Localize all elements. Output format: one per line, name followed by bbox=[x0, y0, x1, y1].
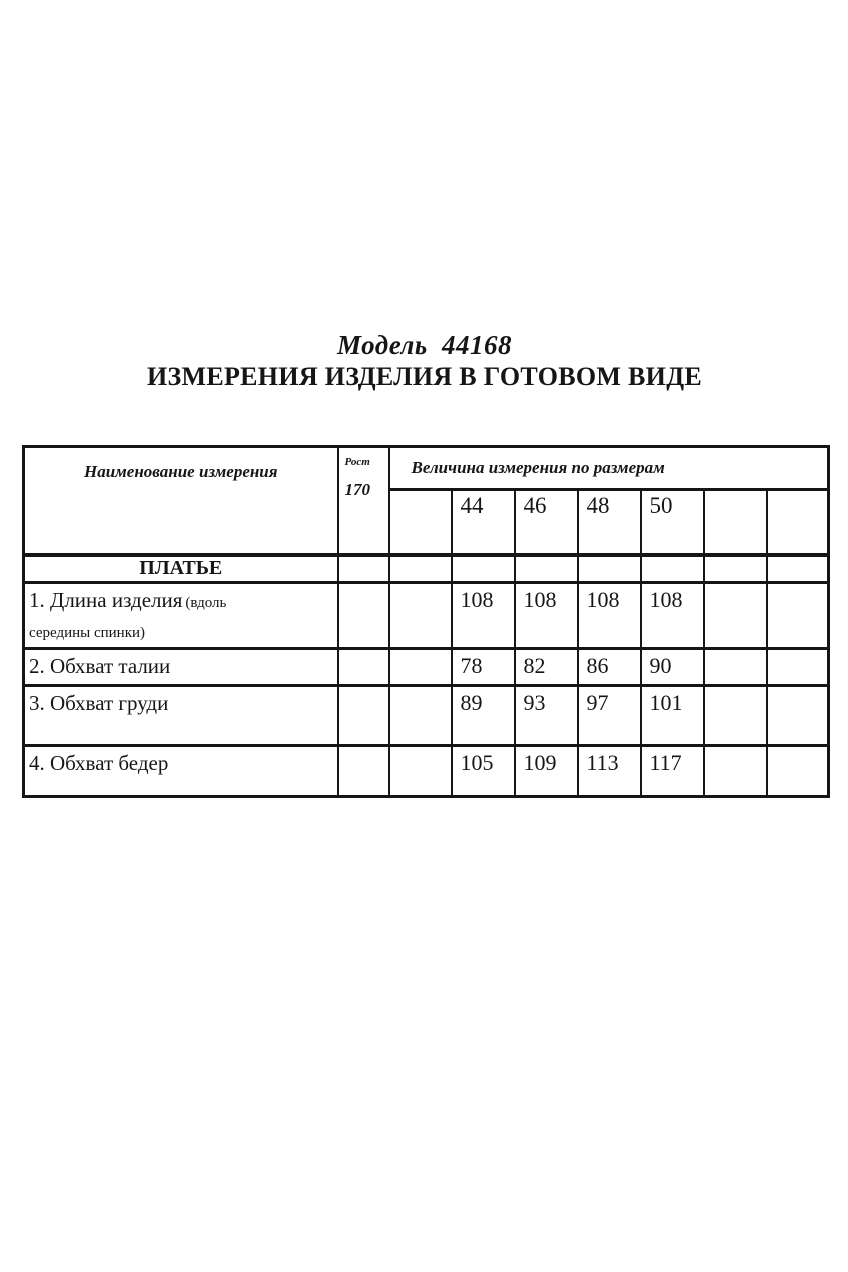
title-block bbox=[22, 330, 827, 392]
measurement-name-main: 3. Обхват груди bbox=[29, 690, 169, 715]
measurement-name-note: (вдоль середины спинки) bbox=[29, 594, 227, 641]
rost-value: 170 bbox=[344, 480, 370, 499]
value-cell bbox=[704, 582, 767, 649]
measurement-row bbox=[24, 649, 829, 685]
size-col-header bbox=[704, 490, 767, 555]
value-cell: 86 bbox=[578, 649, 641, 685]
value-cell: 90 bbox=[641, 649, 704, 685]
page-title: ИЗМЕРЕНИЯ ИЗДЕЛИЯ В ГОТОВОМ ВИДЕ bbox=[146, 362, 703, 391]
value-cell bbox=[767, 745, 829, 796]
size-col-header: 44 bbox=[452, 490, 515, 555]
measurement-name-main: 2. Обхват талии bbox=[29, 654, 171, 679]
value-cell: 108 bbox=[452, 582, 515, 649]
value-cell bbox=[704, 685, 767, 745]
empty-cell bbox=[578, 555, 641, 583]
value-cell: 113 bbox=[578, 745, 641, 796]
rost-cell bbox=[338, 745, 389, 796]
measurement-name-main: 1. Длина изделия bbox=[29, 587, 183, 612]
rost-cell bbox=[338, 649, 389, 685]
measurement-row bbox=[24, 582, 829, 649]
value-cell: 93 bbox=[515, 685, 578, 745]
value-cell: 101 bbox=[641, 685, 704, 745]
empty-cell bbox=[389, 555, 452, 583]
value-cell bbox=[704, 649, 767, 685]
rost-cell bbox=[338, 685, 389, 745]
section-row bbox=[24, 555, 829, 583]
value-cell: 109 bbox=[515, 745, 578, 796]
value-cell bbox=[767, 685, 829, 745]
empty-cell bbox=[515, 555, 578, 583]
value-cell bbox=[767, 649, 829, 685]
size-col-header bbox=[767, 490, 829, 555]
measurement-row bbox=[24, 745, 829, 796]
rost-cell bbox=[338, 582, 389, 649]
name-column-header: Наименование измерения bbox=[24, 447, 338, 555]
sizes-group-header: Величина измерения по размерам bbox=[389, 447, 829, 490]
section-header-cell: ПЛАТЬЕ bbox=[24, 555, 338, 583]
value-cell bbox=[767, 582, 829, 649]
value-cell: 89 bbox=[452, 685, 515, 745]
value-cell bbox=[389, 649, 452, 685]
measurement-name bbox=[29, 688, 271, 718]
empty-cell bbox=[767, 555, 829, 583]
value-cell: 108 bbox=[578, 582, 641, 649]
value-cell bbox=[389, 745, 452, 796]
value-cell: 108 bbox=[515, 582, 578, 649]
measurement-name-cell bbox=[24, 745, 338, 796]
model-title: Модель 44168 bbox=[337, 330, 512, 360]
value-cell: 105 bbox=[452, 745, 515, 796]
header-row-top bbox=[24, 447, 829, 490]
size-col-header: 46 bbox=[515, 490, 578, 555]
size-col-header: 50 bbox=[641, 490, 704, 555]
empty-cell bbox=[704, 555, 767, 583]
size-col-header bbox=[389, 490, 452, 555]
measurement-name-cell bbox=[24, 649, 338, 685]
empty-cell bbox=[641, 555, 704, 583]
measurement-name bbox=[29, 585, 271, 646]
measurement-name-cell bbox=[24, 582, 338, 649]
value-cell: 97 bbox=[578, 685, 641, 745]
value-cell bbox=[704, 745, 767, 796]
value-cell bbox=[389, 685, 452, 745]
value-cell: 78 bbox=[452, 649, 515, 685]
measurement-name-cell bbox=[24, 685, 338, 745]
value-cell: 108 bbox=[641, 582, 704, 649]
measurement-name-main: 4. Обхват бедер bbox=[29, 750, 169, 775]
empty-cell bbox=[452, 555, 515, 583]
value-cell: 82 bbox=[515, 649, 578, 685]
rost-column-header bbox=[338, 447, 389, 555]
size-col-header: 48 bbox=[578, 490, 641, 555]
rost-cell bbox=[338, 555, 389, 583]
rost-label: Рост bbox=[344, 456, 370, 468]
measurement-name bbox=[29, 651, 271, 681]
value-cell bbox=[389, 582, 452, 649]
value-cell: 117 bbox=[641, 745, 704, 796]
measurement-name bbox=[29, 748, 271, 778]
measurement-row bbox=[24, 685, 829, 745]
measurements-table bbox=[22, 445, 830, 798]
